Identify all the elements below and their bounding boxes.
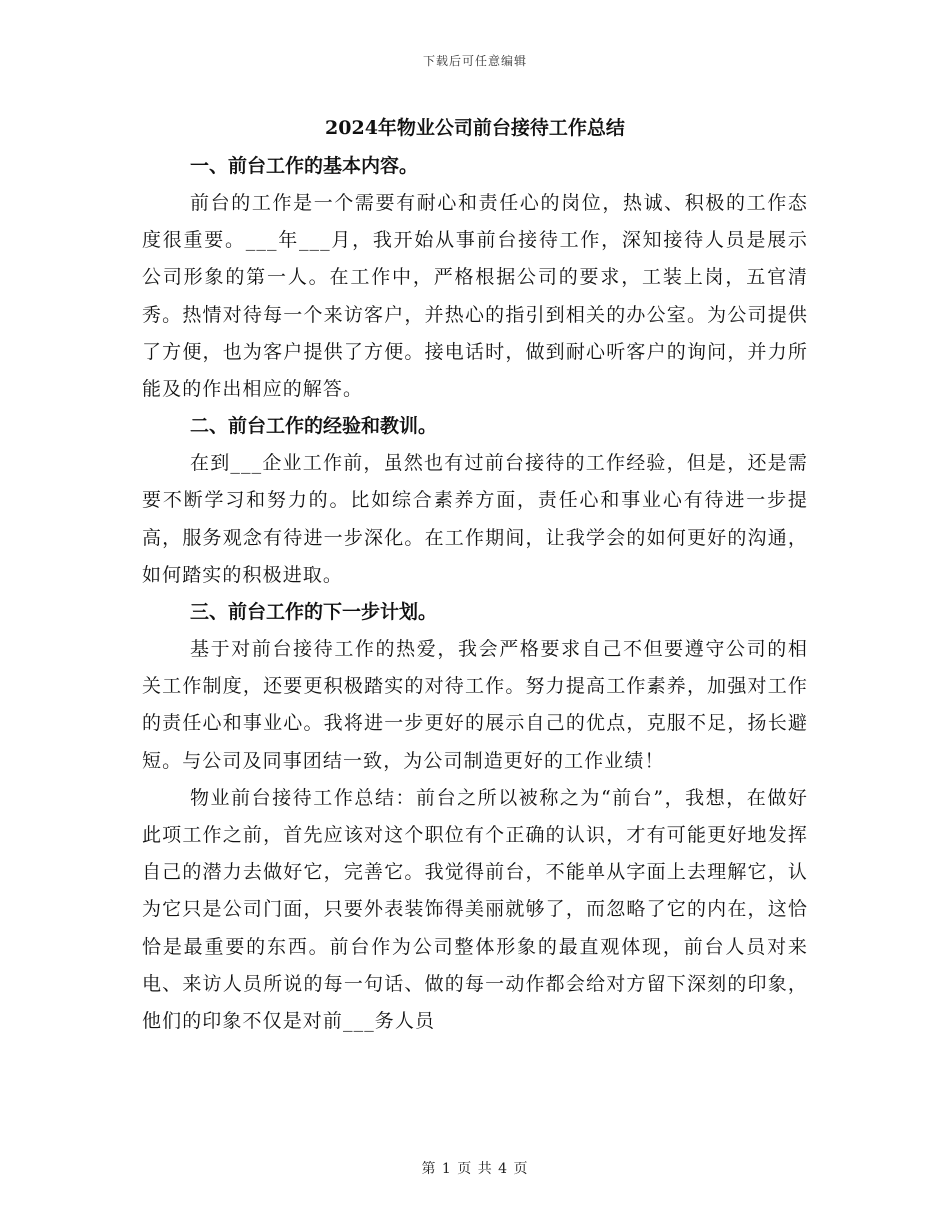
section-heading-1: 一、前台工作的基本内容。 [190,155,419,177]
section-1-paragraph-1: 前台的工作是一个需要有耐心和责任心的岗位，热诚、积极的工作态度很重要。___年___月，我开始从事前台接待工作，深知接待人员是展示公司形象的第一人。在工作中，严格根据公司的要求，工装上岗，五官清秀。热情对待每一个来访客户，并热心的指引到相关的办公室。为公司提供了方便，也为客户提供了方便。接电话时，做到耐心听客户的询问，并力所能及的作出相应的解答。 [142,192,808,401]
section-2-paragraph-1: 在到___企业工作前，虽然也有过前台接待的工作经验，但是，还是需要不断学习和努力的。比如综合素养方面，责任心和事业心有待进一步提高，服务观念有待进一步深化。在工作期间，让我学会的如何更好的沟通，如何踏实的积极进取。 [142,452,808,586]
section-3-paragraph-2: 物业前台接待工作总结：前台之所以被称之为“前台”，我想，在做好此项工作之前，首先应该对这个职位有个正确的认识，才有可能更好地发挥自己的潜力去做好它，完善它。我觉得前台，不能单从字面上去理解它，认为它只是公司门面，只要外表装饰得美丽就够了，而忽略了它的内在，这恰恰是最重要的东西。前台作为公司整体形象的最直观体现，前台人员对来电、来访人员所说的每一句话、做的每一动作都会给对方留下深刻的印象，他们的印象不仅是对前___务人员 [142,786,808,1033]
section-heading-2: 二、前台工作的经验和教训。 [190,415,438,438]
section-3-paragraph-1: 基于对前台接待工作的热爱，我会严格要求自己不但要遵守公司的相关工作制度，还要更积极踏实的对待工作。努力提高工作素养，加强对工作的责任心和事业心。我将进一步更好的展示自己的优点，克服不足，扬长避短。与公司及同事团结一致，为公司制造更好的工作业绩！ [142,638,808,772]
document-title: 2024年物业公司前台接待工作总结 [325,117,625,139]
page-number-footer: 第 1 页 共 4 页 [421,1161,529,1177]
section-heading-3: 三、前台工作的下一步计划。 [190,601,438,624]
page-header-note: 下载后可任意编辑 [422,54,527,68]
document-body [142,112,808,1040]
